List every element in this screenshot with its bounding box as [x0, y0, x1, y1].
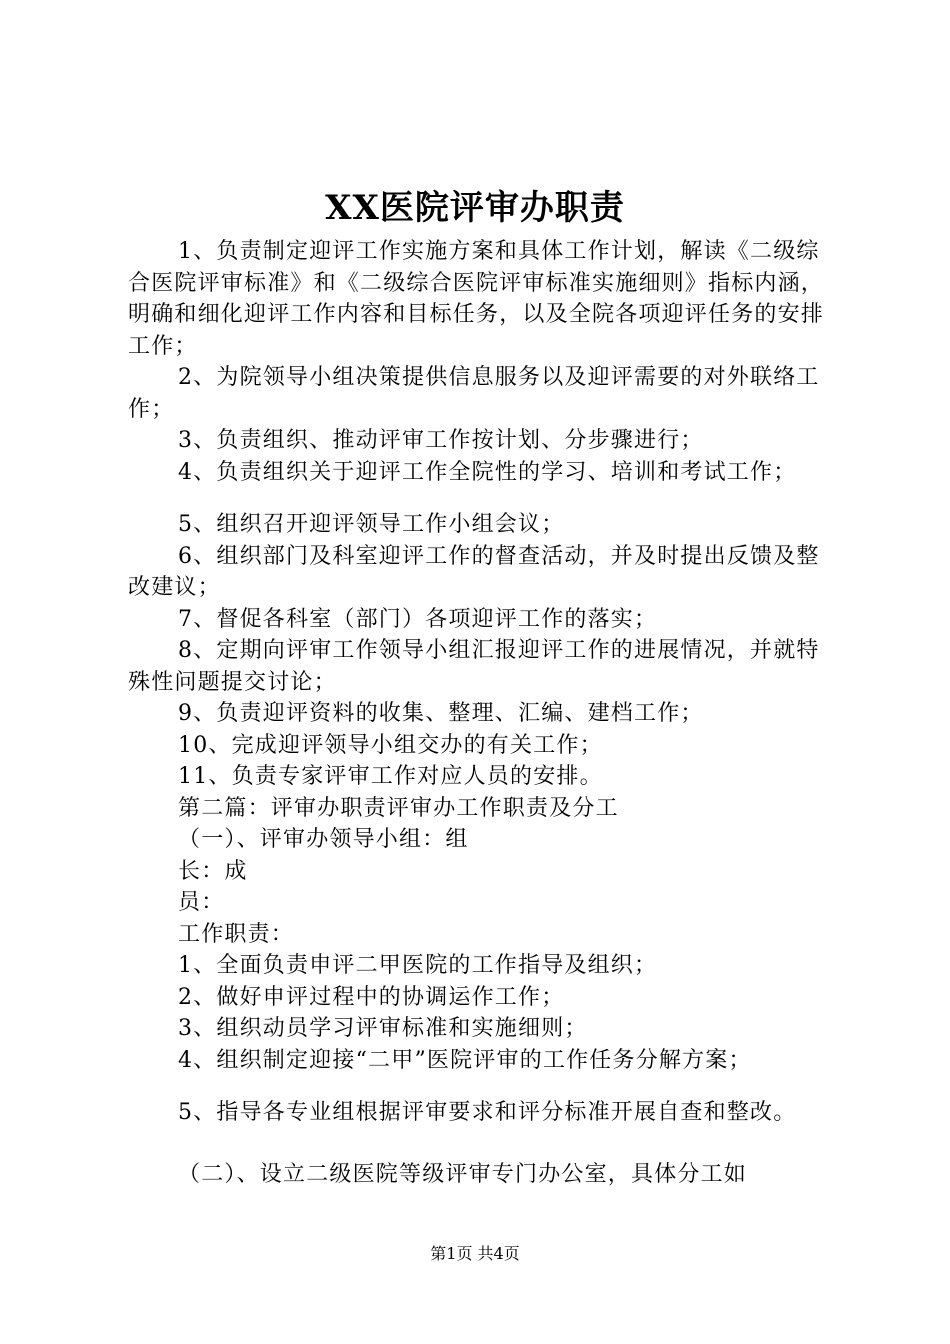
duty-item-5: 5、组织召开迎评领导工作小组会议； [178, 512, 565, 537]
work-duty-2: 2、做好申评过程中的协调运作工作； [178, 984, 565, 1010]
page-footer: 第1页 共4页 [430, 1244, 520, 1263]
duty-item-11: 11、负责专家评审工作对应人员的安排。 [178, 764, 603, 789]
duty-item-4: 4、负责组织关于迎评工作全院性的学习、培训和考试工作； [178, 459, 797, 485]
work-duties-heading: 工作职责： [178, 921, 295, 947]
document-title: XX医院评审办职责 [325, 188, 625, 228]
leadership-group-heading: （一）、评审办领导小组：组 [178, 827, 469, 852]
duty-item-6: 6、组织部门及科室迎评工作的督查活动，并及时提出反馈及整改建议； [128, 543, 820, 600]
duty-item-9: 9、负责迎评资料的收集、整理、汇编、建档工作； [178, 701, 704, 726]
work-duty-4: 4、组织制定迎接“二甲”医院评审的工作任务分解方案； [178, 1047, 752, 1073]
group-member-line: 员： [178, 890, 225, 915]
work-duty-5: 5、指导各专业组根据评审要求和评分标准开展自查和整改。 [178, 1100, 797, 1125]
duty-item-1: 1、负责制定迎评工作实施方案和具体工作计划，解读《二级综合医院评审标准》和《二级综合医院评审标准实施细则》指标内涵，明确和细化迎评工作内容和目标任务，以及全院各项迎评任务的安排工作； [128, 239, 825, 359]
section-two-heading: （二）、设立二级医院等级评审专门办公室，具体分工如 [178, 1161, 748, 1187]
duty-item-2: 2、为院领导小组决策提供信息服务以及迎评需要的对外联络工作； [128, 365, 820, 422]
document-body [128, 236, 840, 1190]
duty-item-10: 10、完成迎评领导小组交办的有关工作； [178, 732, 603, 758]
part-two-heading: 第二篇：评审办职责评审办工作职责及分工 [178, 795, 619, 821]
duty-item-3: 3、负责组织、推动评审工作按计划、分步骤进行； [178, 428, 704, 453]
duty-item-7: 7、督促各科室（部门）各项迎评工作的落实； [178, 606, 658, 632]
group-leader-line: 长：成 [178, 858, 248, 884]
work-duty-3: 3、组织动员学习评审标准和实施细则； [178, 1016, 588, 1041]
work-duty-1: 1、全面负责申评二甲医院的工作指导及组织； [178, 953, 658, 978]
duty-item-8: 8、定期向评审工作领导小组汇报迎评工作的进展情况，并就特殊性问题提交讨论； [128, 638, 820, 695]
